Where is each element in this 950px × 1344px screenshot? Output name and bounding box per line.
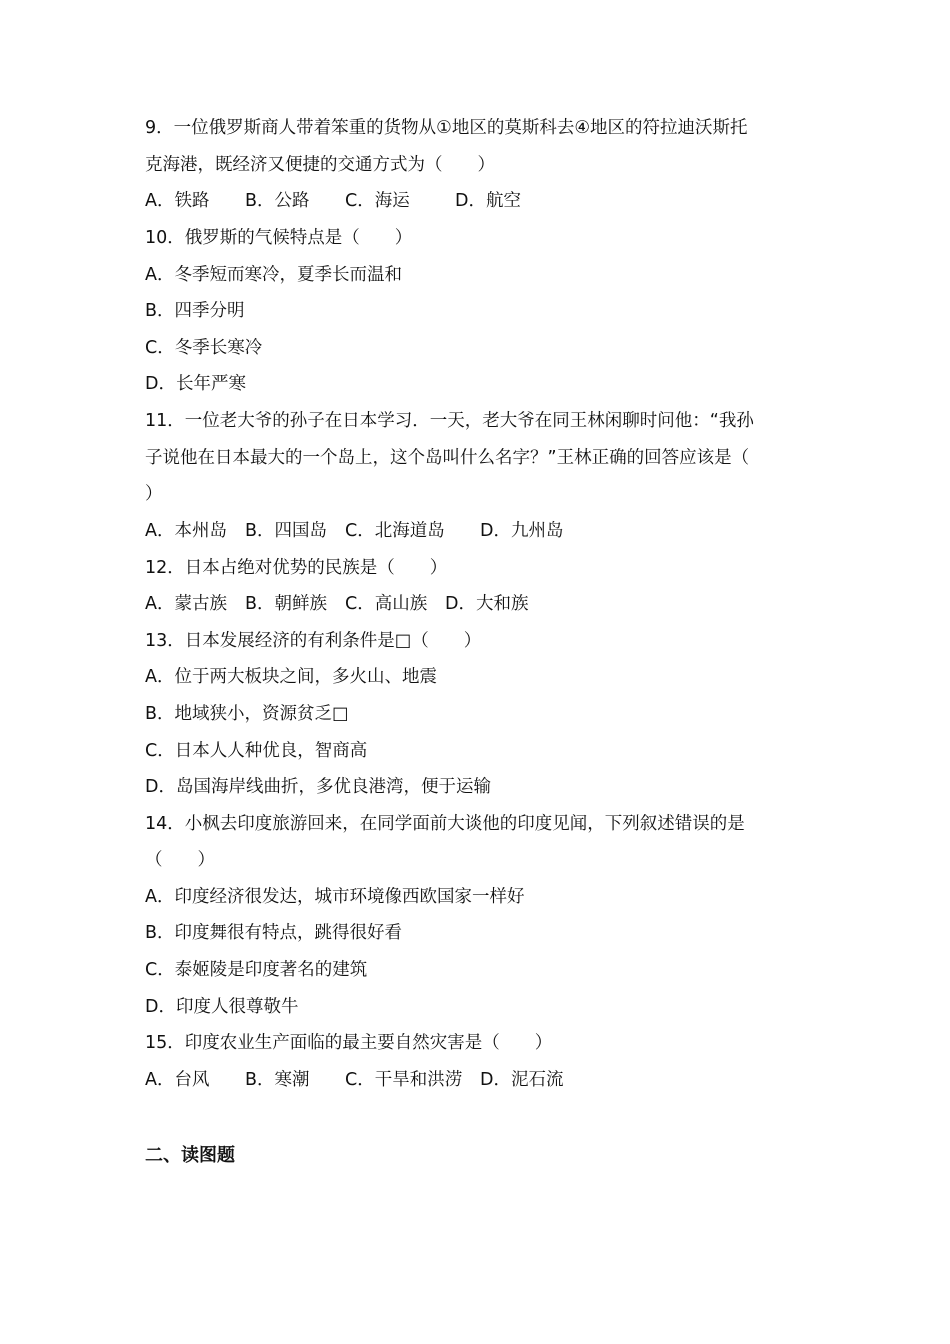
option-c: C．海运 <box>345 191 410 211</box>
option-d: D．泥石流 <box>480 1070 564 1090</box>
option-a: A．台风 <box>145 1070 210 1090</box>
question-13-option-a: A．位于两大板块之间，多火山、地震 <box>145 667 437 687</box>
option-b: B．四国岛 <box>245 521 328 541</box>
option-c: C．干旱和洪涝 <box>345 1070 463 1090</box>
question-10-text: 10．俄罗斯的气候特点是（ ） <box>145 228 413 248</box>
question-10-option-d: D．长年严寒 <box>145 374 246 394</box>
section-heading: 二、读图题 <box>145 1145 235 1166</box>
question-10-option-a: A．冬季短而寒冷，夏季长而温和 <box>145 265 402 285</box>
question-14-option-d: D．印度人很尊敬牛 <box>145 997 299 1017</box>
question-15-text: 15．印度农业生产面临的最主要自然灾害是（ ） <box>145 1033 553 1053</box>
option-b: B．公路 <box>245 191 310 211</box>
option-d: D．航空 <box>455 191 521 211</box>
question-13-option-d: D．岛国海岸线曲折，多优良港湾，便于运输 <box>145 777 491 797</box>
question-10-option-b: B．四季分明 <box>145 301 245 321</box>
option-d: D．大和族 <box>445 594 529 614</box>
question-13-option-c: C．日本人人种优良，智商高 <box>145 741 368 761</box>
option-c: C．高山族 <box>345 594 428 614</box>
option-a: A．铁路 <box>145 191 210 211</box>
question-14-option-a: A．印度经济很发达，城市环境像西欧国家一样好 <box>145 887 525 907</box>
question-9-text-line-2: 克海港，既经济又便捷的交通方式为（ ） <box>145 155 495 175</box>
question-10-option-c: C．冬季长寒冷 <box>145 338 263 358</box>
question-14-option-b: B．印度舞很有特点，跳得很好看 <box>145 923 403 943</box>
question-11-text-line-1: 11．一位老大爷的孙子在日本学习．一天，老大爷在同王林闲聊时问他：“我孙 <box>145 411 754 431</box>
question-11-text-line-2: 子说他在日本最大的一个岛上，这个岛叫什么名字？”王林正确的回答应该是（ <box>145 448 750 468</box>
question-13-option-b: B．地域狭小，资源贫乏□ <box>145 704 349 724</box>
option-c: C．北海道岛 <box>345 521 445 541</box>
question-9-text-line-1: 9．一位俄罗斯商人带着笨重的货物从①地区的莫斯科去④地区的符拉迪沃斯托 <box>145 118 748 138</box>
question-14-text-line-1: 14．小枫去印度旅游回来，在同学面前大谈他的印度见闻，下列叙述错误的是 <box>145 814 745 834</box>
option-a: A．蒙古族 <box>145 594 227 614</box>
option-d: D．九州岛 <box>480 521 564 541</box>
option-a: A．本州岛 <box>145 521 227 541</box>
question-13-text: 13．日本发展经济的有利条件是□（ ） <box>145 631 482 651</box>
question-11-text-line-3: ） <box>145 484 163 504</box>
option-b: B．朝鲜族 <box>245 594 328 614</box>
question-14-option-c: C．泰姬陵是印度著名的建筑 <box>145 960 368 980</box>
option-b: B．寒潮 <box>245 1070 310 1090</box>
question-12-text: 12．日本占绝对优势的民族是（ ） <box>145 558 448 578</box>
question-14-text-line-2: （ ） <box>145 850 215 870</box>
